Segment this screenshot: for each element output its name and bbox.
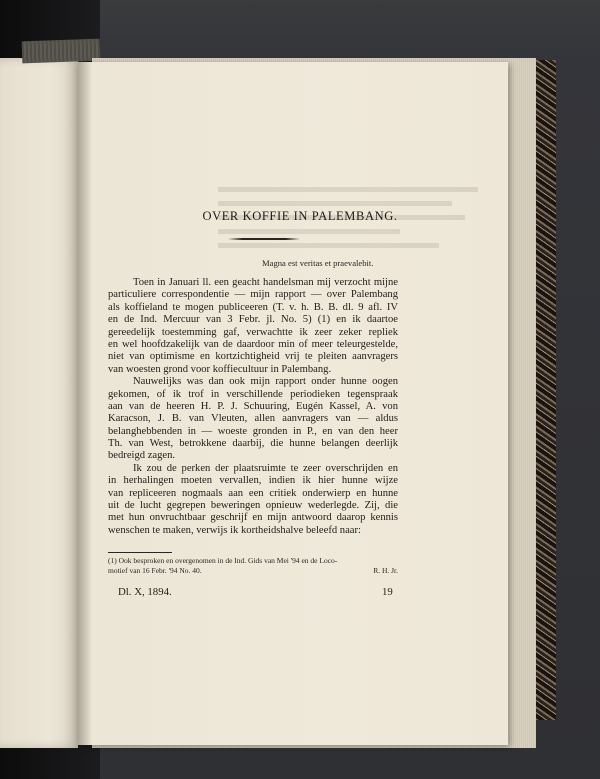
footnote-text: motief van 16 Febr. '94 No. 40. [108,565,202,575]
body-line: Nauwelijks was dan ook mijn rapport onder hunne oogen [133,376,398,388]
body-line: Ik zou de perken der plaatsruimte te zeer overschrijden en [133,462,398,474]
body-line: met hun onvruchtbaar geschrijf en mijn antwoord daarop kennis [108,512,398,524]
binding-cloth [22,39,101,64]
left-page [0,58,78,748]
body-line: als koffieland te mogen publiceeren (T. v. h. B. B. dl. 9 afl. IV [108,301,398,313]
footnote-author: R. H. Jr. [373,565,398,575]
body-line: van woesten grond voor koffiecultuur in Palembang. [108,363,332,375]
body-line: particuliere correspondentie — mijn rapport — over Palembang [108,289,398,301]
signature-mark: Dl. X, 1894. [118,586,172,598]
page-gutter-shadow [78,62,92,745]
body-line: Karacson, J. B. van Vleuten, allen aanvragers van — aldus [108,413,398,425]
page-title: OVER KOFFIE IN PALEMBANG. [202,209,398,223]
epigraph: Magna est veritas et praevalebit. [262,258,374,268]
footnote-line [108,566,398,576]
body-line: Th. van West, betrokkene daarbij, die hunne belangen deerlijk [108,438,398,450]
footnote-line: (1) Ook besproken en overgenomen in de Ind. Gids van Mei '94 en de Loco- [108,556,338,565]
footnote [108,556,398,575]
body-line: wenschen te maken, verwijs ik kortheidshalve beleefd naar: [108,524,361,536]
body-line: en de Ind. Mercuur van 3 Febr. jl. No. 5) (1) en ik daartoe [108,314,398,326]
body-line: niet van optimisme en kortzichtigheid vrij te pleiten aanvragers [108,351,398,363]
body-line: uit de lucht gegrepen beweringen opnieuw wederlegde. Zij, die [108,500,398,512]
body-line: gereedelijk toestemming gaf, verwachtte ik zeer zeker repliek [108,326,398,338]
body-line: aan van de heeren H. P. J. Schuuring, Eugén Kassel, A. von [108,400,398,412]
body-line: Toen in Januari ll. een geacht handelsman mij verzocht mijne [133,277,398,288]
page-number: 19 [382,586,393,598]
body-line: belanghebbenden in — woeste gronden in P., en van den heer [108,425,398,437]
body-line: van repliceeren nogmaals aan een critiek onderwierp en hunne [108,487,398,499]
title-rule [228,238,300,240]
show-through-text [218,187,478,267]
body-line: en wel hoofdzakelijk van de daardoor min of meer teleurgestelde, [108,338,398,350]
body-line: in herhalingen moeten vervallen, indien ik hier hunne wijze [108,475,398,487]
body-line: bedreigd zagen. [108,450,176,462]
body-text [108,277,398,537]
footnote-rule [108,552,172,553]
body-line: gekomen, of ik trof in verschillende periodieken tegenspraak [108,388,398,400]
